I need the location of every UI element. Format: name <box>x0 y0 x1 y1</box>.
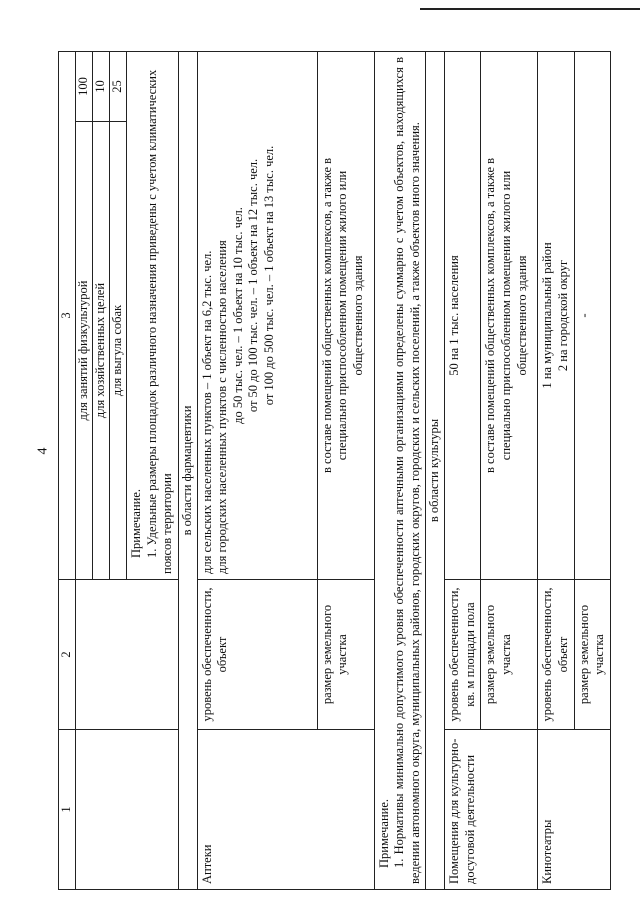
header-col-2: 2 <box>59 580 76 730</box>
header-col-3: 3 <box>59 51 76 579</box>
note1-title: Примечание. <box>129 488 143 558</box>
pharmacy-param-1: уровень обеспеченности, объект <box>197 580 317 730</box>
cinema-value-2: - <box>574 51 610 579</box>
cinema-param-2: размер земельного участка <box>574 580 610 730</box>
note1 <box>127 51 179 579</box>
cinema-name: Кинотеатры <box>538 730 611 890</box>
note1-text: 1. Удельные размеры площадок различного назначения приведены с учетом климатических поясов территории <box>144 69 175 574</box>
sport-row-label: для хозяйственных целей <box>93 122 110 580</box>
culture-row-1 <box>445 51 481 889</box>
pharmacy-row-1 <box>197 51 317 889</box>
section-culture-row <box>426 51 445 889</box>
culture-name: Помещения для культурно-досуговой деятельности <box>445 730 538 890</box>
pharmacy-param-2: размер земельного участка <box>317 580 374 730</box>
sport-row <box>76 51 93 889</box>
header-col-1: 1 <box>59 730 76 890</box>
top-rule <box>420 8 640 10</box>
sport-row-value: 10 <box>93 51 110 121</box>
sport-row-label: для выгула собак <box>110 122 127 580</box>
section-pharmacy: в области фармацевтики <box>178 51 197 889</box>
note2 <box>374 51 426 889</box>
section-culture: в области культуры <box>426 51 445 889</box>
culture-value-1: 50 на 1 тыс. населения <box>445 51 481 579</box>
note2-row <box>374 51 426 889</box>
cinema-row-1 <box>538 51 574 889</box>
pharmacy-value-2: в составе помещений общественных комплексов, а также в специально приспособленном помещении жилого или общественного здания <box>317 51 374 579</box>
section-pharmacy-row <box>178 51 197 889</box>
sport-row-value: 100 <box>76 51 93 121</box>
culture-param-1: уровень обеспеченности, кв. м площади пола <box>445 580 481 730</box>
rotated-table-block <box>58 52 607 890</box>
sport-row-label: для занятий физкультурой <box>76 122 93 580</box>
culture-value-2: в составе помещений общественных комплексов, а также в специально приспособленном помещении жилого или общественного здания <box>481 51 538 579</box>
cinema-param-1: уровень обеспеченности, объект <box>538 580 574 730</box>
note2-text: 1. Нормативы минимально допустимого уровня обеспеченности аптечными организациями определены суммарно с учетом объектов, находящихся в ведении автономного округа, муниципальных районов, городских округов, городских и сельских поселений, а также объектов иного значения. <box>392 56 422 884</box>
culture-param-2: размер земельного участка <box>481 580 538 730</box>
header-row <box>59 51 76 889</box>
norms-table <box>58 51 611 890</box>
page-number: 4 <box>35 447 51 455</box>
pharmacy-value-1: для сельских населенных пунктов – 1 объект на 6,2 тыс. чел. для городских населенных пунктов с численностью населения до 50 тыс. чел. – 1 объект на 10 тыс. чел. от 50 до 100 тыс. чел. – 1 объект на 12 тыс. чел. от 100 до 500 тыс. чел. – 1 объект на 13 тыс. чел. <box>197 51 317 579</box>
sport-row-value: 25 <box>110 51 127 121</box>
cinema-value-1: 1 на муниципальный район 2 на городской округ <box>538 51 574 579</box>
pharmacy-name: Аптеки <box>197 730 374 890</box>
note2-title: Примечание. <box>376 798 391 868</box>
